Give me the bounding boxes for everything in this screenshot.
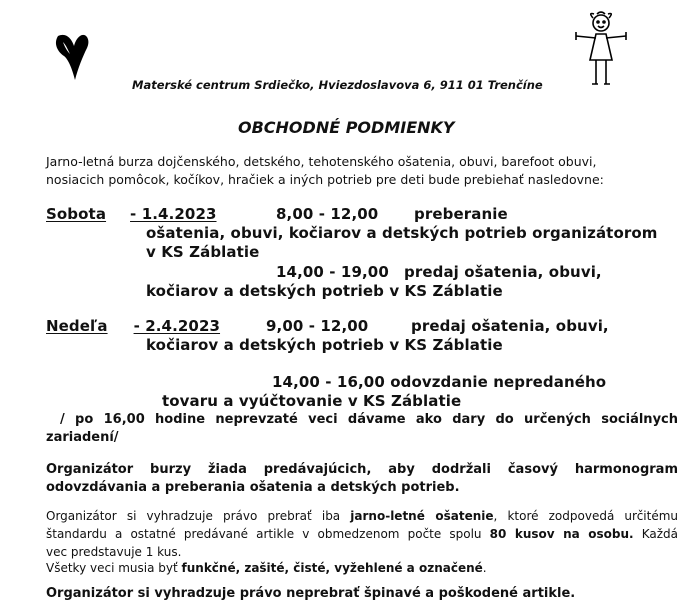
sunday-line-4: tovaru a vyúčtovanie v KS Záblatie xyxy=(162,392,462,410)
saturday-time-1: 8,00 - 12,00 xyxy=(276,205,379,223)
intro-line-1: Jarno-letná burza dojčenského, detského, tehotenského ošatenia, obuvi, barefoot obuvi, xyxy=(46,154,597,169)
note-line-1: / po 16,00 hodine neprevzaté veci dávame ako dary do určených sociálnych xyxy=(60,412,678,427)
sunday-time-2: 14,00 - 16,00 odovzdanie nepredaného xyxy=(272,373,607,391)
intro-line-2: nosiacich pomôcok, kočíkov, hračiek a iných potrieb pre deti bude prebiehať nasledovne: xyxy=(46,172,604,187)
request-line-1: Organizátor burzy žiada predávajúcich, aby dodržali časový harmonogram xyxy=(46,462,678,477)
closing-line: Organizátor si vyhradzuje právo neprebrať špinavé a poškodené artikle. xyxy=(46,586,576,601)
rules-line-3: vec predstavuje 1 kus. xyxy=(46,545,182,559)
rules-line-4: Všetky veci musia byť funkčné, zašité, čisté, vyžehlené a označené. xyxy=(46,561,487,575)
rules-line-1: Organizátor si vyhradzuje právo prebrať iba jarno-letné ošatenie, ktoré zodpovedá určitému xyxy=(46,509,679,523)
heart-logo-icon xyxy=(50,28,92,84)
saturday-line-2: ošatenia, obuvi, kočiarov a detských potrieb organizátorom xyxy=(146,224,658,242)
sunday-line-2: kočiarov a detských potrieb v KS Záblatie xyxy=(146,336,503,354)
saturday-line-3: v KS Záblatie xyxy=(146,243,260,261)
saturday-time-2: 14,00 - 19,00 xyxy=(276,263,389,281)
page-title: OBCHODNÉ PODMIENKY xyxy=(238,118,455,137)
sunday-label: Nedeľa - 2.4.2023 xyxy=(46,317,221,335)
note-line-2: zariadení/ xyxy=(46,430,119,445)
address-line: Materské centrum Srdiečko, Hviezdoslavova 6, 911 01 Trenčíne xyxy=(132,78,543,92)
sunday-activity-1: predaj ošatenia, obuvi, xyxy=(411,317,609,335)
rules-line-2: štandardu a ostatné predávané artikle v obmedzenom počte spolu 80 kusov na osobu. Každá xyxy=(46,527,678,541)
saturday-label: Sobota - 1.4.2023 xyxy=(46,205,217,223)
sunday-time-1: 9,00 - 12,00 xyxy=(266,317,369,335)
request-line-2: odovzdávania a preberania ošatenia a detských potrieb. xyxy=(46,480,460,495)
saturday-line-5: kočiarov a detských potrieb v KS Záblatie xyxy=(146,282,503,300)
saturday-activity-2: predaj ošatenia, obuvi, xyxy=(404,263,602,281)
girl-drawing-icon xyxy=(572,10,630,92)
saturday-activity-1: preberanie xyxy=(414,205,508,223)
